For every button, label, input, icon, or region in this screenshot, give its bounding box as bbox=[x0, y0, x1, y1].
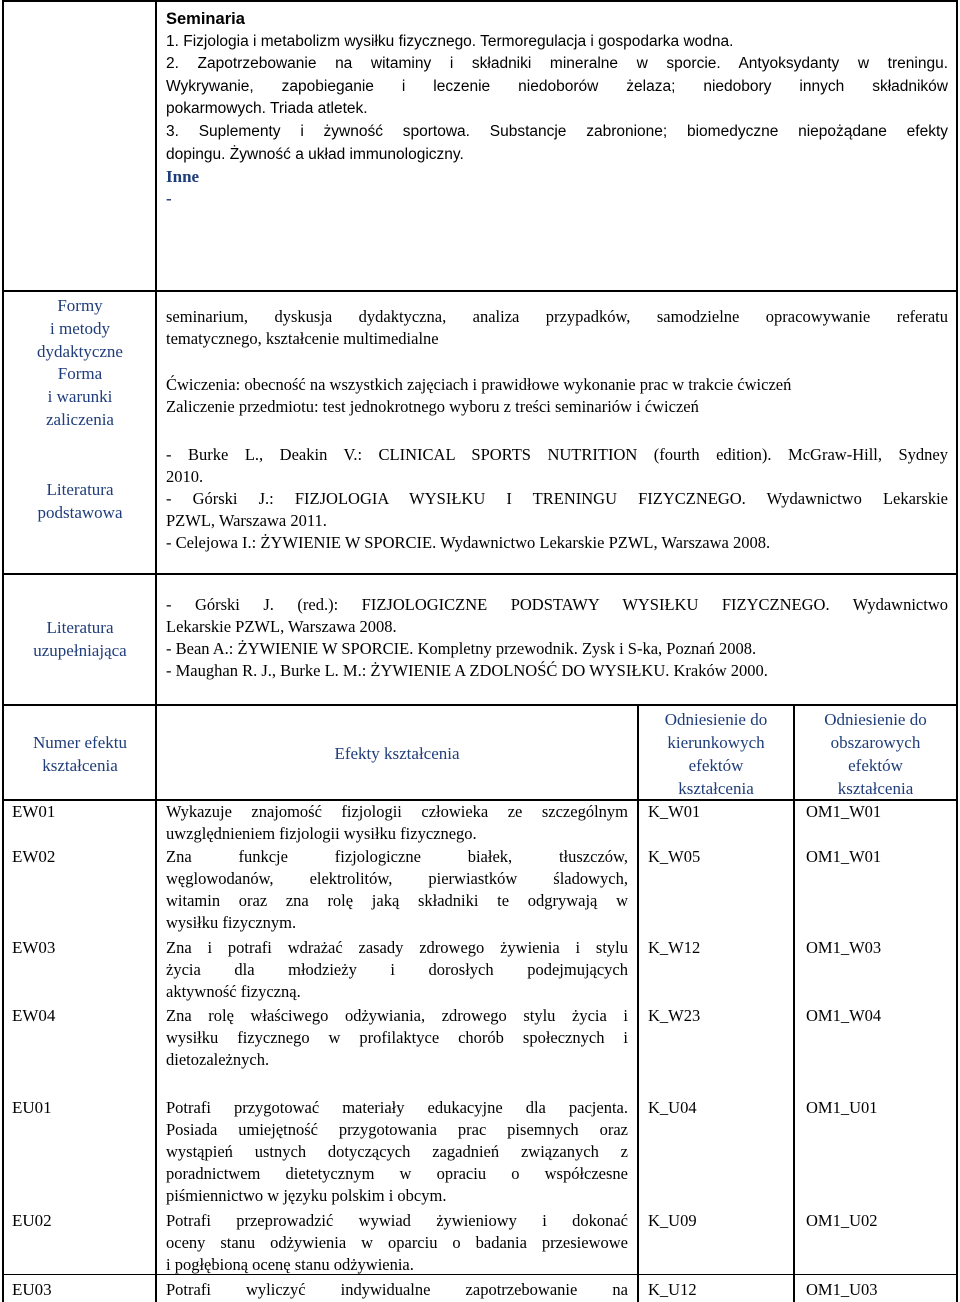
row-divider bbox=[2, 573, 958, 575]
field-ref: K_U09 bbox=[648, 1211, 697, 1230]
effect-description: Zna rolę właściwego odżywiania, zdrowego stylu życia i wysiłku fizycznego w profilaktyce chorób społecznych i dietozależnych. bbox=[166, 1006, 628, 1069]
inne-title: Inne bbox=[166, 167, 200, 186]
table-border-right bbox=[956, 0, 958, 1302]
effect-code: EW02 bbox=[12, 847, 56, 866]
effect-description: Potrafi przygotować materiały edukacyjne dla pacjenta. Posiada umiejętność przygotowania prac pisemnych oraz wystąpień ustnych dotyczących zagadnień związanych z poradnictwem dietetycznym w opraciu o współczesne piśmiennictwo w języku polskim i obcym. bbox=[166, 1098, 628, 1205]
field-ref: K_W23 bbox=[648, 1006, 701, 1025]
area-ref: OM1_W04 bbox=[806, 1006, 882, 1025]
field-ref: K_W01 bbox=[648, 802, 701, 821]
header-number: Numer efektu kształcenia bbox=[33, 733, 127, 775]
area-ref: OM1_U03 bbox=[806, 1280, 878, 1299]
seminaria-line: 1. Fizjologia i metabolizm wysiłku fizycznego. Termoregulacja i gospodarka wodna. bbox=[166, 32, 734, 50]
row-divider bbox=[2, 1274, 958, 1275]
area-ref: OM1_U01 bbox=[806, 1098, 878, 1117]
inne-section bbox=[166, 166, 199, 210]
seminaria-section bbox=[166, 8, 948, 166]
lit-extra-text: - Górski J. (red.): FIZJOLOGICZNE PODSTAWY WYSIŁKU FIZYCZNEGO. Wydawnictwo Lekarskie PZWL, Warszawa 2008. - Bean A.: ŻYWIENIE W SPORCIE. Kompletny przewodnik. Zysk i S-ka, Poznań 2008. - Maughan R. J., Burke L. M.: ŻYWIENIE A ZDOLNOŚĆ DO WYSIŁKU. Kraków 2000. bbox=[166, 595, 948, 680]
seminaria-line: dopingu. Żywność a układ immunologiczny. bbox=[166, 145, 464, 163]
seminaria-line: 3. Suplementy i żywność sportowa. Substancje zabronione; biomedyczne niepożądane efekty bbox=[166, 122, 948, 140]
field-ref: K_W05 bbox=[648, 847, 701, 866]
header-field-ref: Odniesienie do kierunkowych efektów kształcenia bbox=[664, 710, 768, 798]
effect-code: EW01 bbox=[12, 802, 56, 821]
area-ref: OM1_U02 bbox=[806, 1211, 878, 1230]
field-ref: K_W12 bbox=[648, 938, 701, 957]
effect-description: Potrafi wyliczyć indywidualne zapotrzebowanie na bbox=[166, 1280, 628, 1299]
credit-text: Ćwiczenia: obecność na wszystkich zajęciach i prawidłowe wykonanie prac w trakcie ćwiczeń Zaliczenie przedmiotu: test jednokrotnego wyboru z treści seminariów i ćwiczeń bbox=[166, 375, 792, 416]
effect-description: Zna i potrafi wdrażać zasady zdrowego żywienia i stylu życia dla młodzieży i dorosłych podejmujących aktywność fizyczną. bbox=[166, 938, 628, 1001]
forms-text: seminarium, dyskusja dydaktyczna, analiza przypadków, samodzielne opracowywanie referatu tematycznego, kształcenie multimedialne bbox=[166, 307, 948, 348]
effect-code: EW03 bbox=[12, 938, 56, 957]
field-ref: K_U12 bbox=[648, 1280, 697, 1299]
effect-code: EU03 bbox=[12, 1280, 52, 1299]
lit-basic-text: - Burke L., Deakin V.: CLINICAL SPORTS NUTRITION (fourth edition). McGraw-Hill, Sydney 2010. - Górski J.: FIZJOLOGIA WYSIŁKU I TRENINGU FIZYCZNEGO. Wydawnictwo Lekarskie PZWL, Warszawa 2011. - Celejowa I.: ŻYWIENIE W SPORCIE. Wydawnictwo Lekarskie PZWL, Warszawa 2008. bbox=[166, 445, 948, 552]
area-ref: OM1_W01 bbox=[806, 847, 882, 866]
effect-description: Zna funkcje fizjologiczne białek, tłuszczów, węglowodanów, elektrolitów, pierwiastków śladowych, witamin oraz zna rolę jaką składniki te odgrywają w wysiłku fizycznym. bbox=[166, 847, 628, 932]
field-ref: K_U04 bbox=[648, 1098, 697, 1117]
credit-label: Forma i warunki zaliczenia bbox=[46, 364, 114, 429]
seminaria-line: 2. Zapotrzebowanie na witaminy i składniki mineralne w sporcie. Antyoksydanty w treningu. bbox=[166, 55, 948, 73]
seminaria-line: pokarmowych. Triada atletek. bbox=[166, 100, 368, 118]
area-ref: OM1_W01 bbox=[806, 802, 882, 821]
header-effects: Efekty kształcenia bbox=[334, 744, 460, 763]
effect-code: EU02 bbox=[12, 1211, 52, 1230]
forms-label: Formy i metody dydaktyczne bbox=[37, 296, 123, 361]
effect-code: EW04 bbox=[12, 1006, 56, 1025]
lit-extra-label: Literatura uzupełniająca bbox=[33, 618, 127, 660]
seminaria-title: Seminaria bbox=[166, 10, 245, 28]
seminaria-line: Wykrywanie, zapobieganie i leczenie niedoborów żelaza; niedobory innych składników bbox=[166, 77, 948, 95]
table-border-top bbox=[2, 0, 958, 2]
effect-code: EU01 bbox=[12, 1098, 52, 1117]
header-area-ref: Odniesienie do obszarowych efektów kształcenia bbox=[824, 710, 927, 798]
lit-basic-label: Literatura podstawowa bbox=[37, 480, 123, 522]
inne-value: - bbox=[166, 189, 172, 208]
area-ref: OM1_W03 bbox=[806, 938, 882, 957]
effect-description: Potrafi przeprowadzić wywiad żywieniowy i dokonać oceny stanu odżywienia w oparciu o badania przesiewowe i pogłębioną ocenę stanu odżywienia. bbox=[166, 1211, 628, 1274]
effect-description: Wykazuje znajomość fizjologii człowieka ze szczególnym uwzględnieniem fizjologii wysiłku fizycznego. bbox=[166, 802, 628, 843]
row-divider bbox=[2, 704, 958, 706]
row-divider bbox=[2, 290, 958, 292]
